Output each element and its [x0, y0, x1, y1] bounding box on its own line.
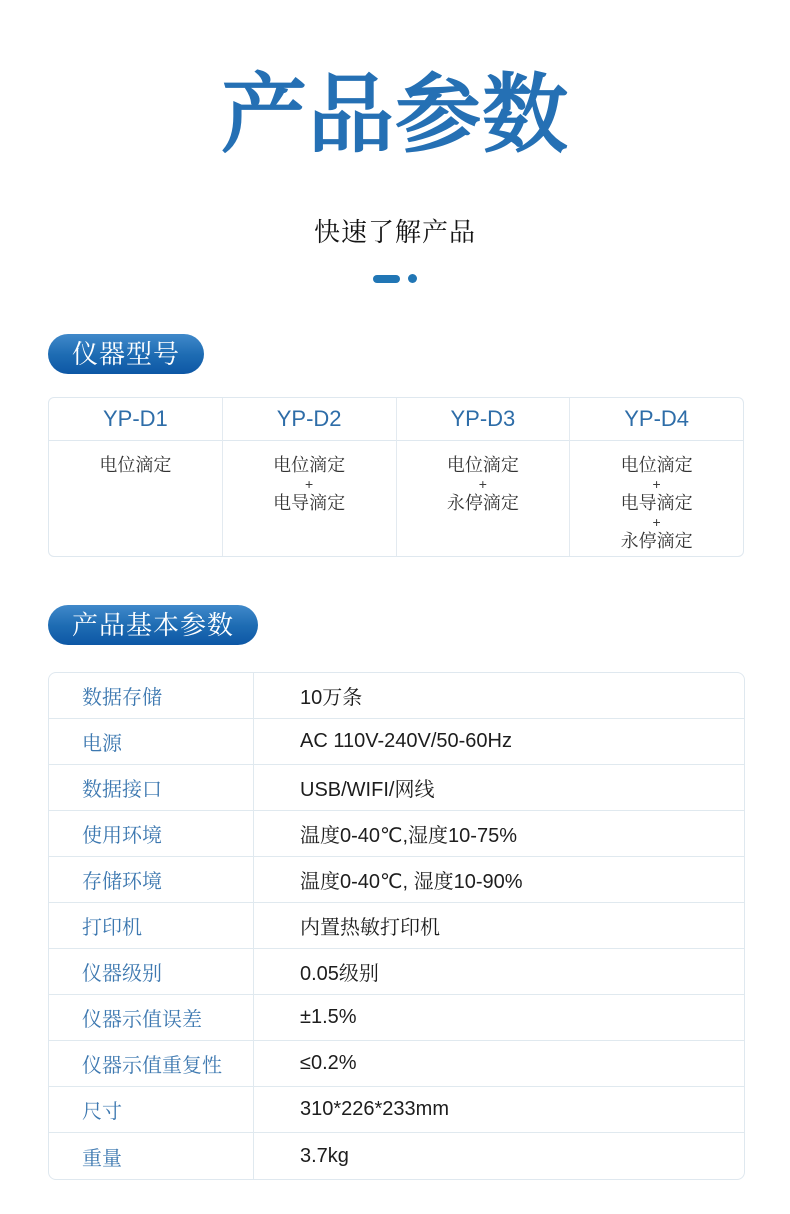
- divider-dash-icon: [373, 275, 400, 283]
- model-feature: 电位滴定: [620, 455, 693, 475]
- spec-label: 使用环境: [49, 811, 254, 856]
- plus-separator: +: [652, 476, 661, 492]
- model-feature: 永停滴定: [620, 531, 693, 551]
- spec-label: 数据存储: [49, 673, 254, 718]
- spec-label: 打印机: [49, 903, 254, 948]
- spec-value: 0.05级别: [300, 963, 379, 985]
- spec-value: 温度0-40℃, 湿度10-90%: [300, 871, 523, 893]
- spec-row-data-interface: [49, 765, 744, 811]
- spec-row-data-storage: [49, 673, 744, 719]
- spec-row-dimensions: [49, 1087, 744, 1133]
- spec-label: 尺寸: [49, 1087, 254, 1132]
- model-feature: 永停滴定: [446, 493, 519, 513]
- model-column-yp-d3: [397, 398, 571, 556]
- section-badge-specs: 产品基本参数: [48, 605, 258, 645]
- spec-value: 温度0-40℃,湿度10-75%: [300, 825, 517, 847]
- spec-row-storage-environment: [49, 857, 744, 903]
- spec-value: ≤0.2%: [300, 1052, 357, 1074]
- spec-label: 存储环境: [49, 857, 254, 902]
- model-features: [570, 441, 743, 553]
- model-header: YP-D2: [223, 398, 396, 441]
- spec-label: 仪器示值误差: [49, 995, 254, 1040]
- spec-row-weight: [49, 1133, 744, 1179]
- spec-row-instrument-class: [49, 949, 744, 995]
- plus-separator: +: [652, 514, 661, 530]
- spec-row-operating-environment: [49, 811, 744, 857]
- model-header: YP-D3: [397, 398, 570, 441]
- model-header: YP-D4: [570, 398, 743, 441]
- spec-value: 310*226*233mm: [300, 1098, 449, 1120]
- model-features: [49, 441, 222, 477]
- spec-value: 10万条: [300, 687, 363, 709]
- plus-separator: +: [478, 476, 487, 492]
- model-features: [397, 441, 570, 515]
- divider-dot-icon: [408, 274, 417, 283]
- spec-row-repeatability: [49, 1041, 744, 1087]
- spec-label: 仪器示值重复性: [49, 1041, 254, 1086]
- spec-table: [48, 672, 745, 1180]
- model-feature: 电导滴定: [620, 493, 693, 513]
- page-title: 产品参数: [221, 67, 569, 163]
- title-divider: [0, 274, 790, 283]
- model-feature: 电位滴定: [446, 455, 519, 475]
- model-column-yp-d4: [570, 398, 743, 556]
- section-badge-models: 仪器型号: [48, 334, 204, 374]
- model-header: YP-D1: [49, 398, 222, 441]
- spec-label: 电源: [49, 719, 254, 764]
- model-column-yp-d2: [223, 398, 397, 556]
- model-comparison-table: [48, 397, 744, 557]
- model-feature: 电位滴定: [273, 455, 346, 475]
- spec-label: 数据接口: [49, 765, 254, 810]
- model-feature: 电导滴定: [273, 493, 346, 513]
- model-feature: 电位滴定: [99, 455, 172, 475]
- spec-value: AC 110V-240V/50-60Hz: [300, 730, 512, 752]
- spec-label: 重量: [49, 1133, 254, 1179]
- spec-value: USB/WIFI/网线: [300, 779, 435, 801]
- page-subtitle: 快速了解产品: [313, 217, 476, 247]
- model-features: [223, 441, 396, 515]
- spec-value: ±1.5%: [300, 1006, 357, 1028]
- spec-value: 3.7kg: [300, 1144, 349, 1167]
- plus-separator: +: [305, 476, 314, 492]
- spec-row-indication-error: [49, 995, 744, 1041]
- spec-row-printer: [49, 903, 744, 949]
- model-column-yp-d1: [49, 398, 223, 556]
- spec-value: 内置热敏打印机: [300, 917, 440, 939]
- spec-row-power: [49, 719, 744, 765]
- spec-label: 仪器级别: [49, 949, 254, 994]
